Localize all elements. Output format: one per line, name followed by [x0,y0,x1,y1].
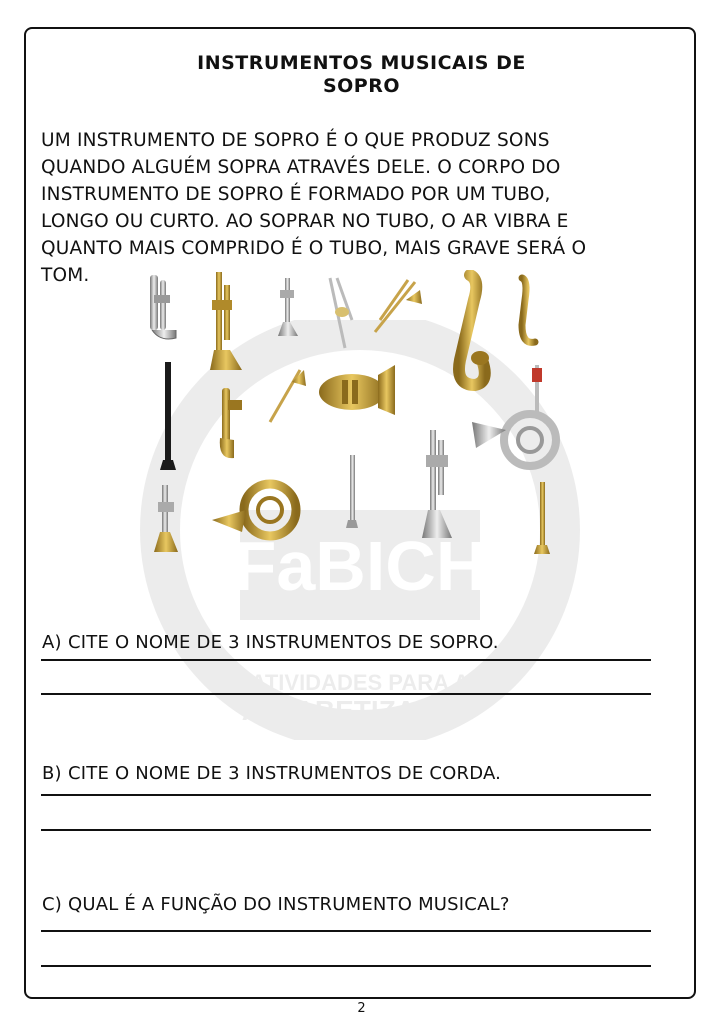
intro-line: TOM. [41,265,90,286]
silver-trumpet-small-2-icon [154,485,178,552]
watermark-subtitle-2: ALFABETIZAÇÃO [241,695,479,726]
piccolo-trumpet-icon [532,365,542,415]
flugelhorn-icon [220,388,242,458]
intro-line: INSTRUMENTO DE SOPRO É FORMADO POR UM TUBO, [41,184,551,205]
question-b-letter: B) [42,763,62,784]
pocket-trumpet-icon [319,365,395,415]
answer-line-c2[interactable] [41,965,651,967]
clarinet-icon [160,362,176,470]
question-b [42,763,501,784]
watermark-subtitle-1: ATIVIDADES PARA A [250,670,470,695]
page-number: 2 [357,1001,366,1016]
watermark-brand: FaBICH [233,527,487,605]
intro-paragraph [41,127,691,289]
trombone-brass-icon [375,280,422,332]
silver-trumpet-small-icon [278,278,298,336]
question-c-text: QUAL É A FUNÇÃO DO INSTRUMENTO MUSICAL? [68,894,510,915]
title-line-1: INSTRUMENTOS MUSICAIS DE [197,52,526,74]
answer-line-a1[interactable] [41,659,651,661]
soprano-sax-straight-icon [346,455,358,528]
brass-trumpet-vertical-icon [210,272,242,370]
question-a-text: CITE O NOME DE 3 INSTRUMENTOS DE SOPRO. [68,632,499,653]
page-title [0,52,723,98]
question-a-letter: A) [42,632,62,653]
intro-line: LONGO OU CURTO. AO SOPRAR NO TUBO, O AR VIBRA E [41,211,569,232]
answer-line-a2[interactable] [41,693,651,695]
question-c-letter: C) [42,894,62,915]
alto-saxophone-large-icon [459,275,489,385]
question-a [42,632,499,653]
trombone-small-icon [270,370,306,422]
intro-line: QUANTO MAIS COMPRIDO É O TUBO, MAIS GRAVE SERÁ O [41,238,587,259]
intro-line: UM INSTRUMENTO DE SOPRO É O QUE PRODUZ SONS [41,130,550,151]
answer-line-b1[interactable] [41,794,651,796]
question-c [42,894,510,915]
silver-baritone-icon [150,275,176,339]
silver-trumpet-tall-icon [422,430,452,538]
wind-instruments-illustration [130,270,600,560]
title-line-2: SOPRO [322,75,401,97]
french-horn-silver-icon [472,414,556,466]
question-b-text: CITE O NOME DE 3 INSTRUMENTOS DE CORDA. [68,763,502,784]
trombone-silver-icon [330,278,352,348]
intro-line: QUANDO ALGUÉM SOPRA ATRAVÉS DELE. O CORPO DO [41,157,561,178]
answer-line-b2[interactable] [41,829,651,831]
french-horn-brass-icon [212,484,296,536]
answer-line-c1[interactable] [41,930,651,932]
soprano-saxophone-small-icon [522,278,535,342]
soprano-sax-brass-icon [534,482,550,554]
